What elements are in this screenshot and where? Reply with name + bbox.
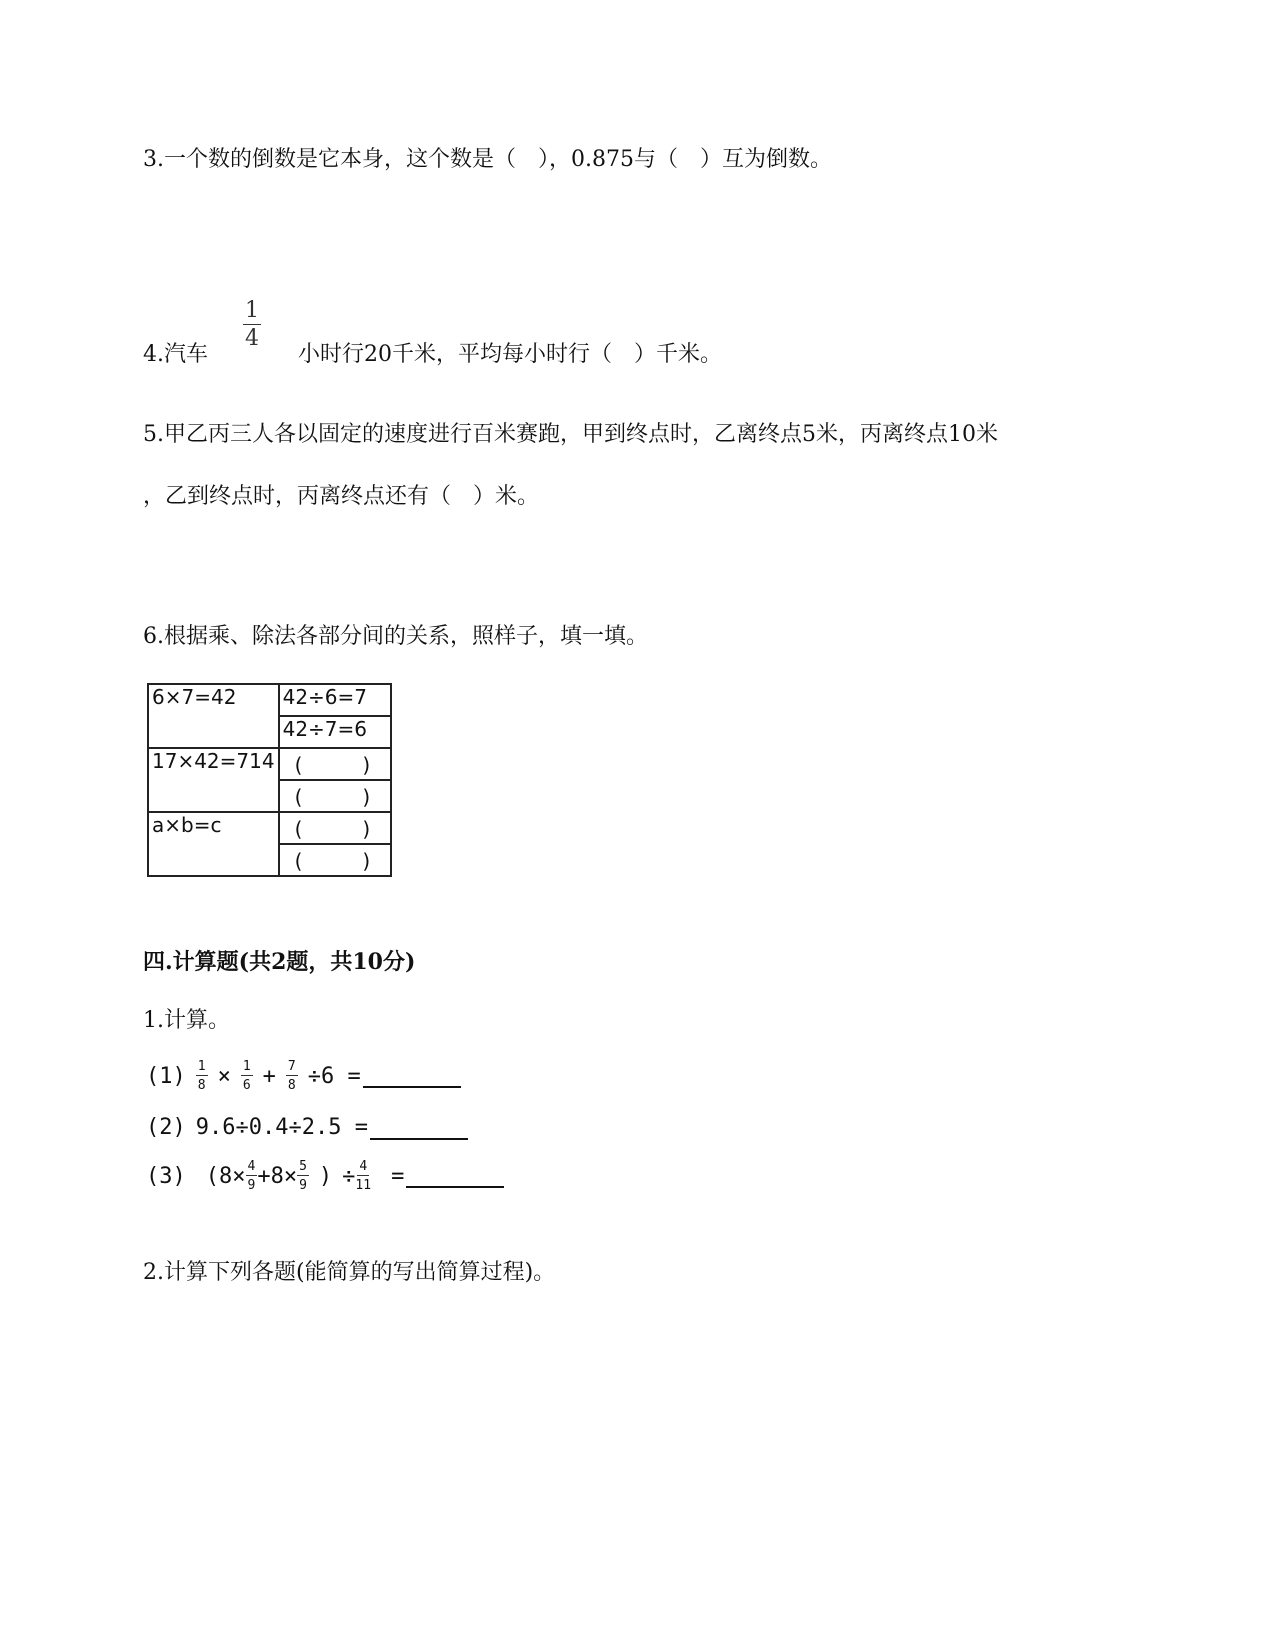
fraction: $\frac{4}{9}$ (247, 1159, 256, 1193)
answer-blank[interactable] (363, 1064, 461, 1088)
table-cell-left: a×b=c (148, 812, 279, 876)
calc-1-problem-3 (146, 1160, 504, 1192)
blank-paren: ( ) (294, 817, 371, 841)
table-cell-blank[interactable] (279, 748, 391, 780)
answer-blank[interactable] (370, 1116, 468, 1140)
expression-part: ) (318, 1163, 333, 1189)
blank-paren: ( ) (294, 849, 371, 873)
blank-paren: ( ) (294, 753, 371, 777)
calc-1-problem-2 (146, 1115, 468, 1140)
problem-label: (1) (146, 1063, 186, 1089)
answer-blank[interactable] (406, 1164, 504, 1188)
table-cell-blank[interactable] (279, 812, 391, 844)
expression-tail: ÷6 = (307, 1063, 361, 1089)
question-4-suffix: 小时行20千米，平均每小时行（ ）千米。 (298, 342, 722, 367)
question-6: 6.根据乘、除法各部分间的关系，照样子，填一填。 (143, 624, 648, 649)
fraction-numerator: 1 (245, 298, 259, 323)
relation-table (147, 683, 392, 877)
table-cell-right: 42÷6=7 (279, 684, 391, 716)
operator: + (262, 1063, 276, 1089)
table-cell-left: 17×42=714 (148, 748, 279, 812)
fraction: $\frac{4}{11}$ (355, 1159, 372, 1193)
table-cell-right: 42÷7=6 (279, 716, 391, 748)
fraction: $\frac{1}{8}$ (197, 1059, 206, 1093)
question-5-line-1: 5.甲乙丙三人各以固定的速度进行百米赛跑，甲到终点时，乙离终点5米，丙离终点10米 (143, 422, 998, 447)
equals-sign: = (391, 1163, 405, 1189)
question-5-line-2: ，乙到终点时，丙离终点还有（ ）米。 (143, 484, 540, 509)
expression: 9.6÷0.4÷2.5 = (195, 1115, 368, 1140)
operator: × (217, 1063, 231, 1089)
question-3: 3.一个数的倒数是它本身，这个数是（ ），0.875与（ ）互为倒数。 (143, 147, 832, 172)
problem-label: (3) (146, 1163, 186, 1189)
fraction: $\frac{1}{6}$ (242, 1059, 251, 1093)
expression-part: +8× (257, 1163, 298, 1189)
fraction: $\frac{7}{8}$ (287, 1059, 296, 1093)
calc-1-problem-1 (146, 1060, 461, 1092)
fraction: $\frac{5}{9}$ (299, 1159, 307, 1193)
table-cell-blank[interactable] (279, 780, 391, 812)
operator: ÷ (342, 1163, 356, 1189)
question-4-fraction (243, 298, 261, 350)
table-cell-blank[interactable] (279, 844, 391, 876)
fraction-denominator: 4 (245, 326, 259, 351)
blank-paren: ( ) (294, 785, 371, 809)
calc-2-title: 2.计算下列各题(能简算的写出简算过程)。 (143, 1260, 556, 1285)
problem-label: (2) (146, 1115, 186, 1140)
calc-1-title: 1.计算。 (143, 1008, 230, 1033)
section-heading: 四.计算题(共2题，共10分) (143, 949, 416, 975)
question-4-prefix: 4.汽车 (143, 342, 208, 367)
table-cell-left: 6×7=42 (148, 684, 279, 748)
expression-part: (8× (205, 1163, 246, 1189)
